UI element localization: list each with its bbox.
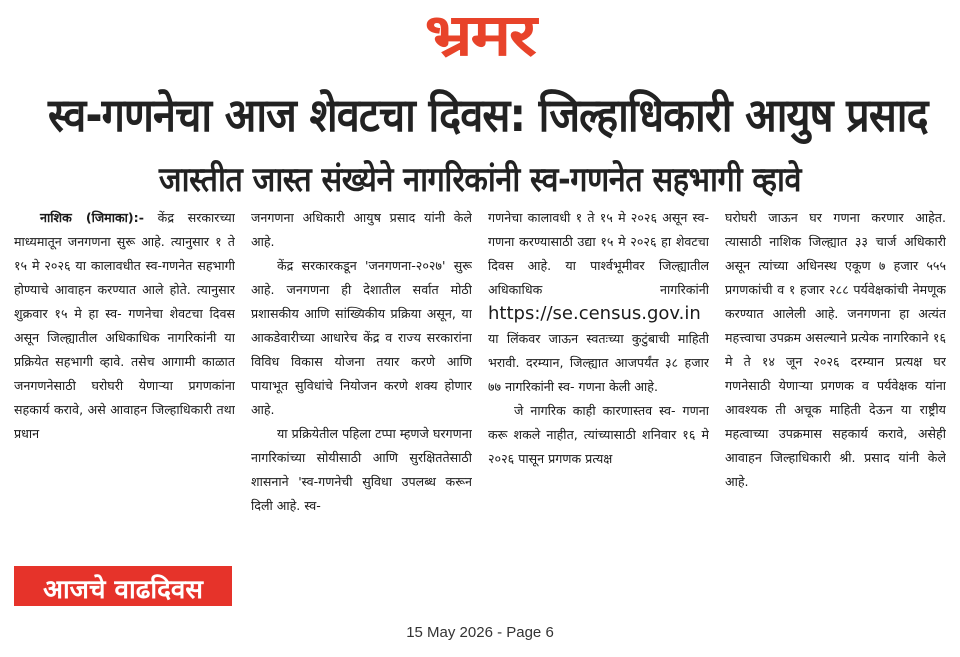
birthday-promo-banner: आजचे वाढदिवस <box>14 566 232 606</box>
article-column-3 <box>488 206 709 606</box>
paragraph: घरोघरी जाऊन घर गणना करणार आहेत. त्यासाठी नाशिक जिल्ह्यात ३३ चार्ज अधिकारी असून त्यांच्या अधिनस्थ एकूण ७ हजार ५५५ प्रगणकांची व १ हजार २८८ पर्यवेक्षकांची नेमणूक करण्यात आलेली आहे. जनगणना हा अत्यंत महत्त्वाचा उपक्रम असल्याने प्रत्येक नागरिकाने १६ मे ते १४ जून २०२६ दरम्यान प्रत्यक्ष घर गणनेसाठी येणाऱ्या प्रगणक व पर्यवेक्षक यांना आवश्यक ती अचूक माहिती देऊन या राष्ट्रीय महत्वाच्या उपक्रमास सहकार्य करावे, असेही आवाहन जिल्हाधिकारी श्री. प्रसाद यांनी केले आहे. <box>725 210 946 489</box>
paragraph: केंद्र सरकारकडून 'जनगणना-२०२७' सुरू आहे. जनगणना ही देशातील सर्वात मोठी प्रशासकीय आणि सांख्यिकीय प्रक्रिया असून, या आकडेवारीच्या आधारेच केंद्र व राज्य सरकारांना विविध विकास योजना तयार करणे आणि पायाभूत सुविधांचे नियोजन करणे शक्य होणार आहे. <box>251 258 472 417</box>
paragraph-text: केंद्र सरकारच्या माध्यमातून जनगणना सुरू आहे. त्यानुसार १ ते १५ मे २०२६ या कालावधीत स्व-गणनेत सहभागी होण्याचे आवाहन करण्यात आले होते. त्यानुसार शुक्रवार १५ मे हा स्व- गणनेचा शेवटचा दिवस असून जिल्ह्यातील अधिकाधिक नागरिकांनी या प्रक्रियेत सहभागी व्हावे. तसेच आगामी काळात जनगणनेसाठी घरोघरी येणाऱ्या प्रगणकांना सहकार्य करावे, असे आवाहन जिल्हाधिकारी तथा प्रधान <box>14 210 235 441</box>
paragraph: जनगणना अधिकारी आयुष प्रसाद यांनी केले आहे. <box>251 210 472 249</box>
article-body <box>14 206 946 606</box>
paragraph-text: या लिंकवर जाऊन स्वतःच्या कुटुंबाची माहिती भरावी. दरम्यान, जिल्ह्यात आजपर्यंत ३८ हजार ७७ नागरिकांनी स्व- गणना केली आहे. <box>488 331 709 394</box>
paragraph <box>488 206 709 399</box>
dateline: नाशिक (जिमाका):- <box>40 210 144 225</box>
headline: स्व-गणनेचा आज शेवटचा दिवस: जिल्हाधिकारी आयुष प्रसाद <box>48 88 928 142</box>
paragraph-text: गणनेचा कालावधी १ ते १५ मे २०२६ असून स्व- गणना करण्यासाठी उद्या १५ मे २०२६ हा शेवटचा दिवस आहे. या पार्श्वभूमीवर जिल्ह्यातील अधिकाधिक नागरिकांनी <box>488 210 709 297</box>
article-column-4 <box>725 206 946 606</box>
paragraph: जे नागरिक काही कारणास्तव स्व- गणना करू शकले नाहीत, त्यांच्यासाठी शनिवार १६ मे २०२६ पासून प्रगणक प्रत्यक्ष <box>488 403 709 466</box>
page-footer: 15 May 2026 - Page 6 <box>406 624 554 641</box>
paragraph: या प्रक्रियेतील पहिला टप्पा म्हणजे घरगणना नागरिकांच्या सोयीसाठी आणि सुरक्षिततेसाठी शासनाने 'स्व-गणनेची सुविधा उपलब्ध करून दिली आहे. स्व- <box>251 426 472 513</box>
census-url: https://se.census.gov.in <box>488 303 701 324</box>
masthead <box>0 0 960 70</box>
article-column-1 <box>14 206 235 606</box>
newspaper-logo: भ्रमर <box>425 1 535 69</box>
article-column-2 <box>251 206 472 606</box>
subheadline: जास्तीत जास्त संख्येने नागरिकांनी स्व-गणनेत सहभागी व्हावे <box>158 160 802 200</box>
paragraph <box>14 206 235 446</box>
